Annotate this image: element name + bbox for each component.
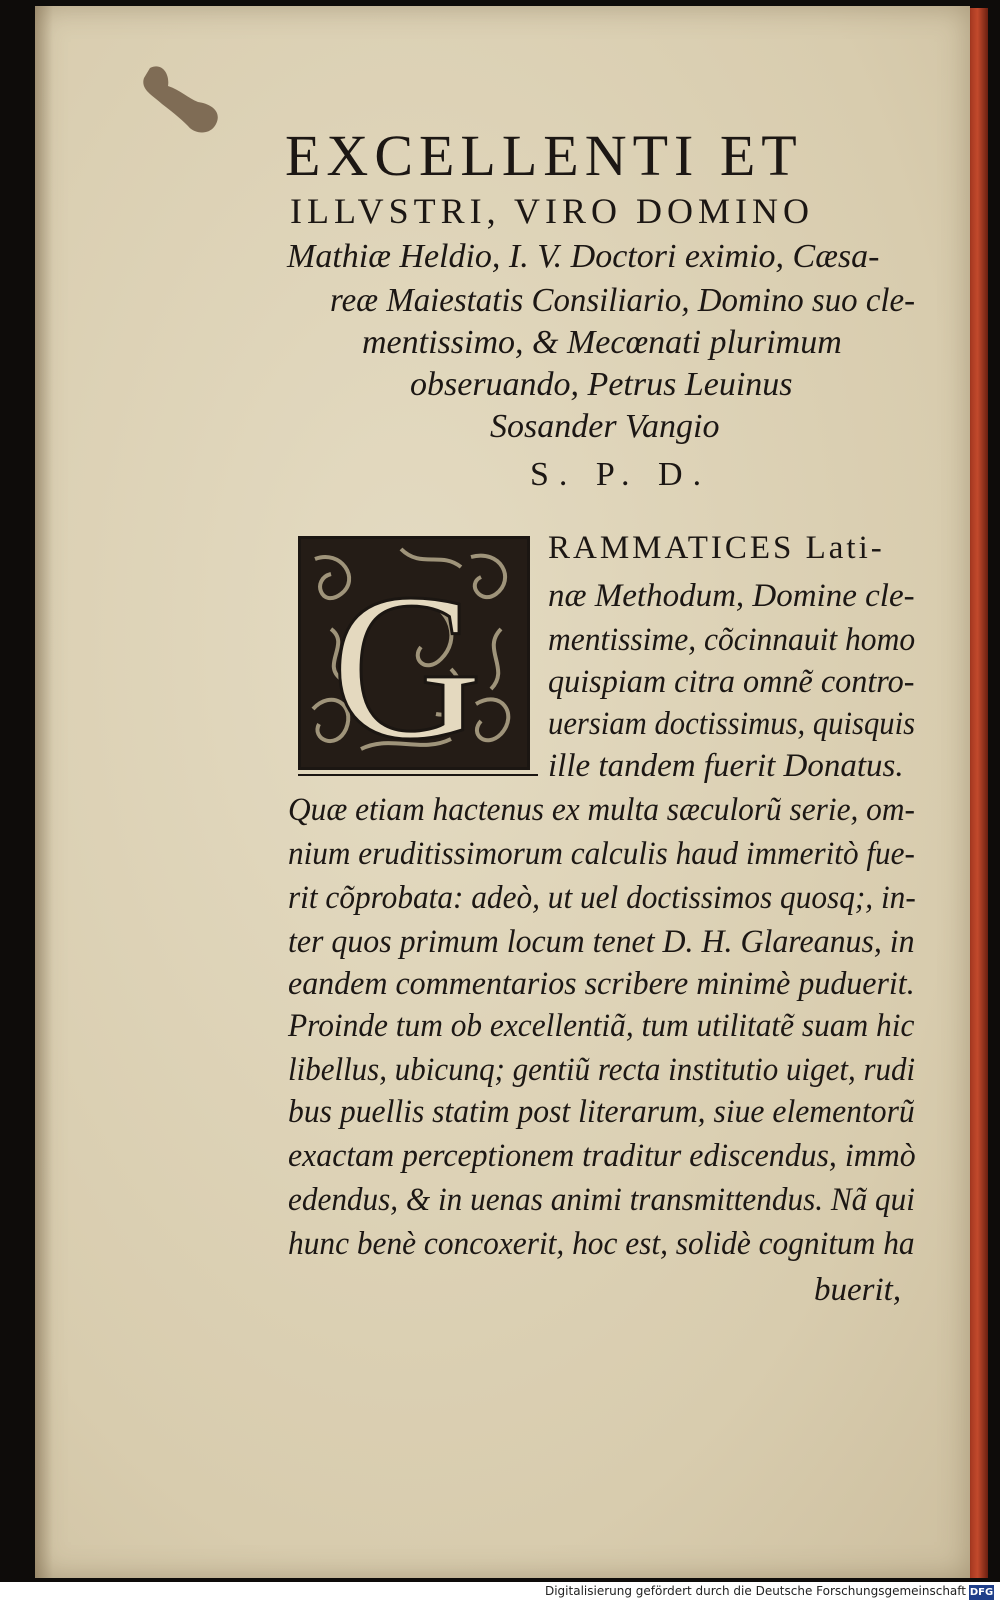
- initial-underline: [298, 774, 538, 776]
- title-line-2: ILLVSTRI, VIRO DOMINO: [290, 191, 815, 231]
- footer-credit: Digitalisierung gefördert durch die Deutsche Forschungsgemeinschaft: [544, 1584, 966, 1598]
- body-line-13: libellus, ubicunq; gentiũ recta institutio uiget, rudi: [288, 1052, 916, 1088]
- title-line-3: Mathiæ Heldio, I. V. Doctori eximio, Cæsa-: [287, 238, 880, 275]
- body-line-6: ille tandem fuerit Donatus.: [548, 748, 904, 784]
- body-line-4: quispiam citra omnẽ contro-: [548, 664, 915, 700]
- body-line-3: mentissime, cõcinnauit homo: [548, 622, 916, 658]
- body-line-7: Quæ etiam hactenus ex multa sæculorũ serie, om-: [288, 792, 915, 828]
- footer-bar: [0, 1582, 1000, 1605]
- body-line-8: nium eruditissimorum calculis haud immeritò fue-: [288, 836, 915, 872]
- catchword: buerit,: [814, 1272, 902, 1308]
- body-line-5: uersiam doctissimus, quisquis: [548, 706, 916, 742]
- title-line-1: EXCELLENTI ET: [285, 123, 803, 188]
- body-line-15: exactam perceptionem traditur ediscendus, immò: [288, 1138, 916, 1174]
- body-line-11: eandem commentarios scribere minimè puduerit.: [288, 966, 915, 1002]
- initial-ornament: [301, 539, 527, 767]
- dfg-logo: DFG: [969, 1587, 994, 1598]
- title-line-6: obseruando, Petrus Leuinus: [410, 366, 793, 403]
- initial-letter: G: [331, 551, 483, 767]
- body-line-16: edendus, & in uenas animi transmittendus. Nã qui: [288, 1182, 915, 1218]
- body-line-2: næ Methodum, Domine cle-: [548, 578, 915, 614]
- ink-stain: [110, 60, 230, 150]
- title-line-8: S. P. D.: [530, 456, 712, 493]
- body-line-14: bus puellis statim post literarum, siue elementorũ: [288, 1094, 915, 1130]
- title-line-7: Sosander Vangio: [490, 408, 720, 445]
- body-line-9: rit cõprobata: adeò, ut uel doctissimos quosq;, in-: [288, 880, 916, 916]
- body-line-10: ter quos primum locum tenet D. H. Glareanus, in: [288, 924, 915, 960]
- title-line-4: reæ Maiestatis Consiliario, Domino suo cle-: [330, 282, 916, 319]
- decorated-initial: [298, 536, 530, 770]
- title-line-5: mentissimo, & Mecœnati plurimum: [362, 324, 842, 361]
- body-line-1: RAMMATICES Lati-: [548, 530, 885, 566]
- body-line-12: Proinde tum ob excellentiã, tum utilitatẽ suam hic: [288, 1008, 915, 1044]
- body-line-17: hunc benè concoxerit, hoc est, solidè cognitum ha: [288, 1226, 915, 1262]
- gutter-shadow: [35, 6, 53, 1578]
